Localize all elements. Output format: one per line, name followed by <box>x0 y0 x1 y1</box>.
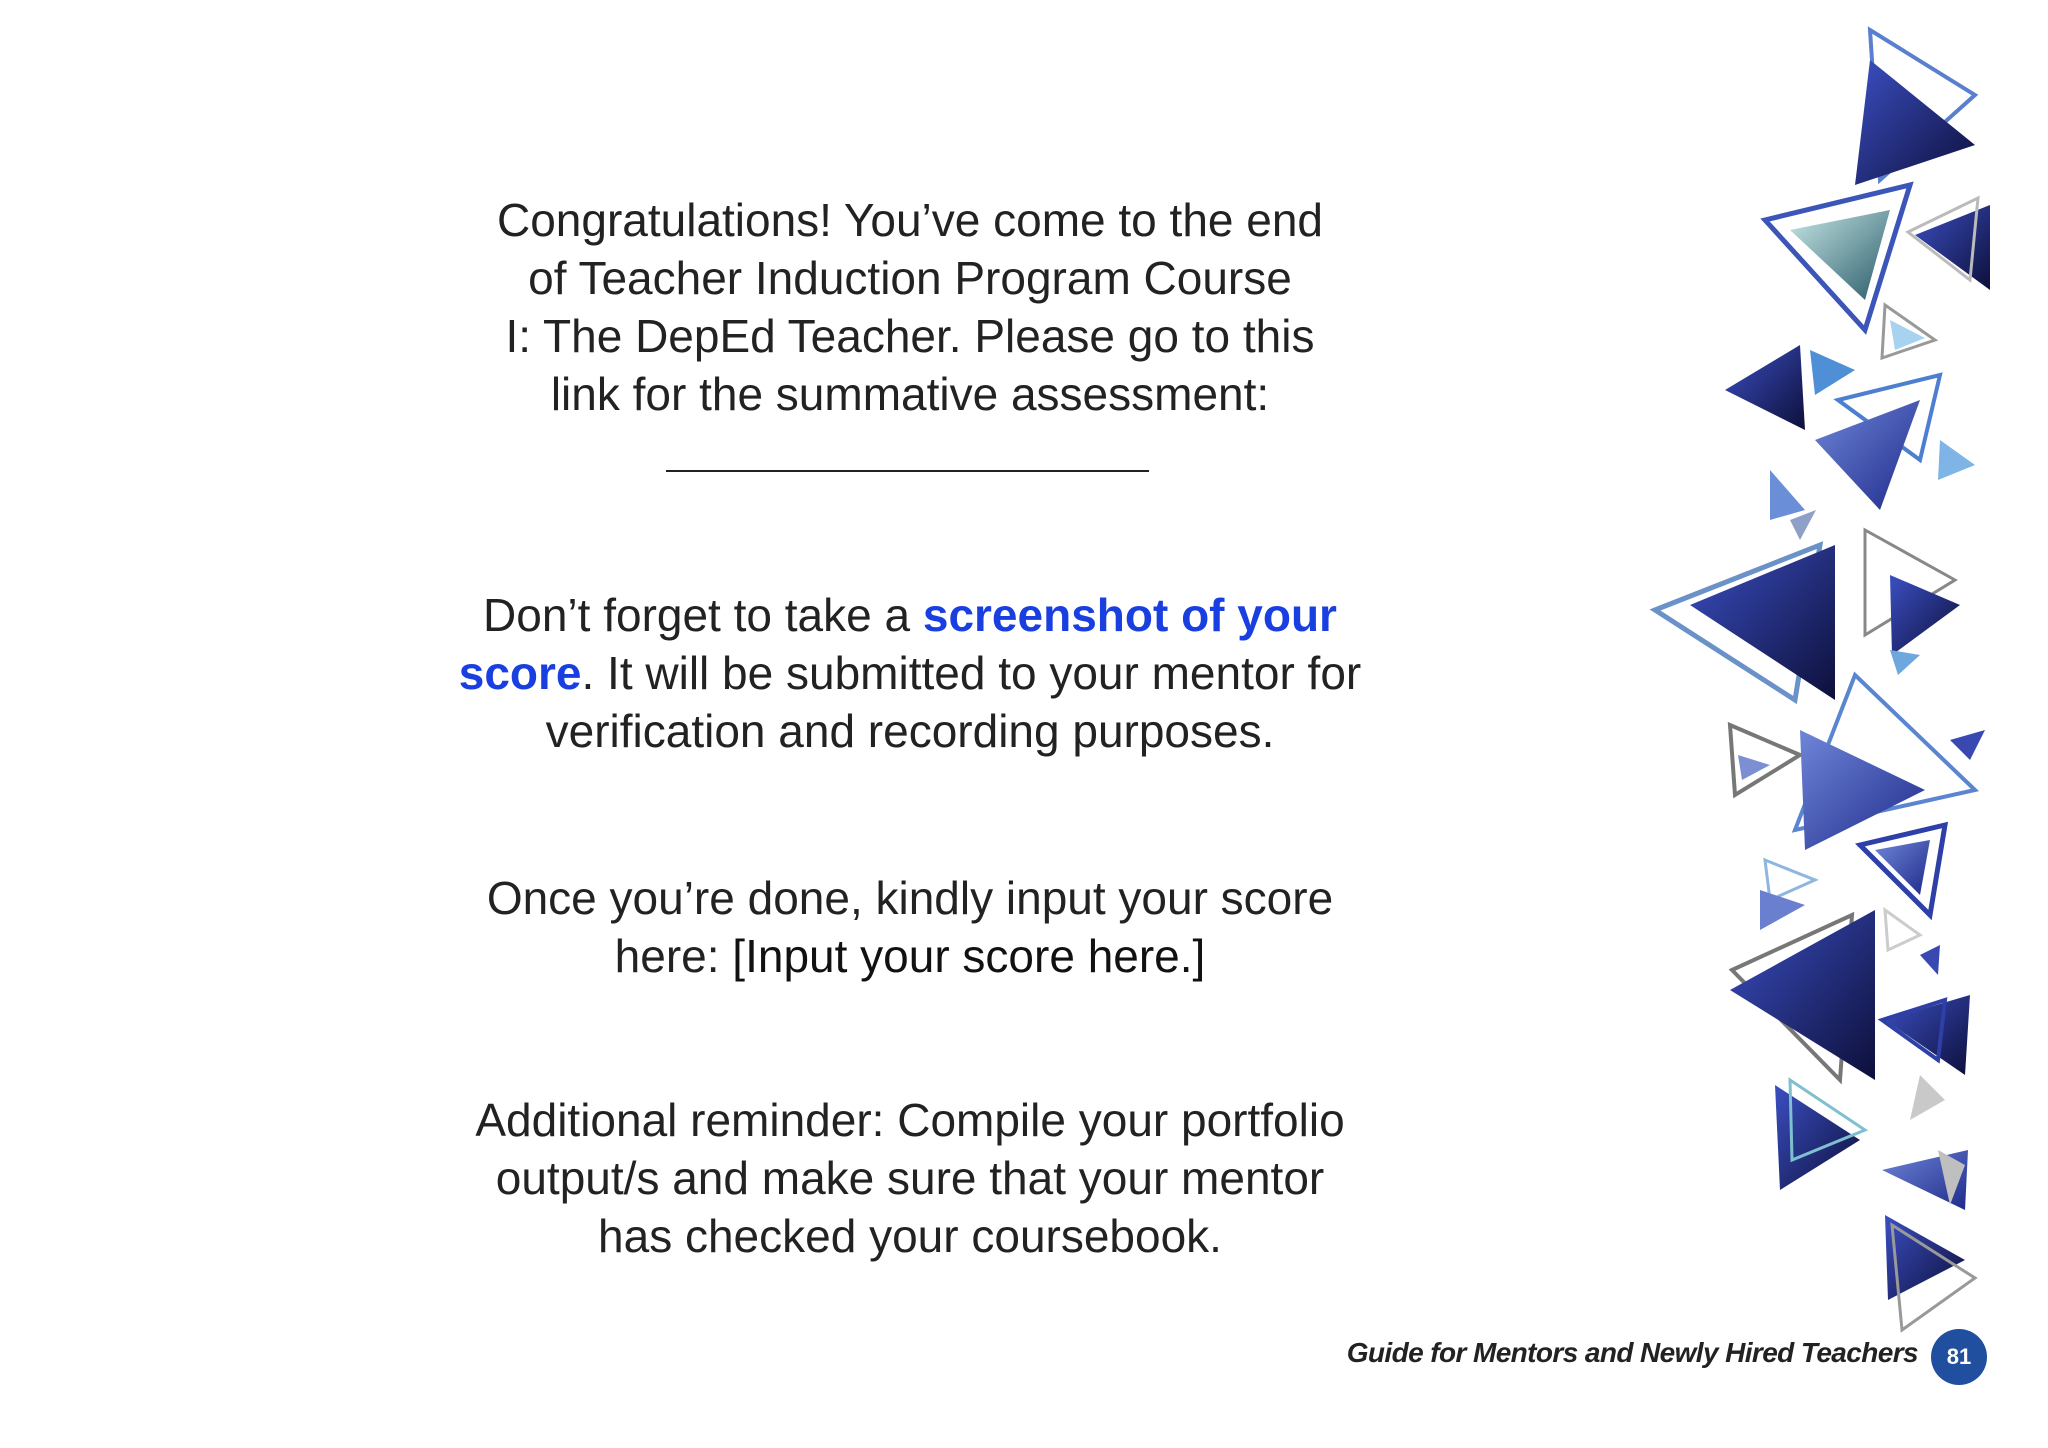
score-input-paragraph <box>420 869 1400 985</box>
score-highlight: score <box>458 647 582 699</box>
page-number-badge: 81 <box>1931 1329 1987 1385</box>
screenshot-reminder-paragraph <box>420 586 1400 760</box>
additional-line-1: Additional reminder: Compile your portfolio <box>475 1094 1345 1146</box>
score-line-1: Once you’re done, kindly input your score <box>486 872 1334 924</box>
congratulations-paragraph <box>420 191 1400 423</box>
congrats-line-3: I: The DepEd Teacher. Please go to this <box>505 310 1315 362</box>
footer-guide-title: Guide for Mentors and Newly Hired Teachers <box>1346 1337 1918 1368</box>
score-prefix: here: <box>614 930 733 982</box>
congrats-line-4: link for the summative assessment: <box>550 368 1270 420</box>
additional-line-2: output/s and make sure that your mentor <box>495 1152 1325 1204</box>
reminder-text-1: Don’t forget to take a <box>483 589 923 641</box>
assessment-link-blank[interactable] <box>666 470 1149 472</box>
additional-reminder-paragraph <box>420 1091 1400 1265</box>
score-line-2 <box>420 927 1400 985</box>
additional-line-3: has checked your coursebook. <box>598 1210 1222 1262</box>
congrats-line-1: Congratulations! You’ve come to the end <box>496 194 1324 246</box>
reminder-text-2: . It will be submitted to your mentor for <box>581 647 1362 699</box>
screenshot-highlight: screenshot of your <box>922 589 1337 641</box>
reminder-line-1 <box>420 586 1400 644</box>
reminder-line-3: verification and recording purposes. <box>545 705 1275 757</box>
decorative-triangles <box>1620 0 2048 1448</box>
reminder-line-2 <box>420 644 1400 702</box>
congrats-line-2: of Teacher Induction Program Course <box>528 252 1292 304</box>
score-input-field[interactable]: [Input your score here.] <box>732 930 1206 982</box>
